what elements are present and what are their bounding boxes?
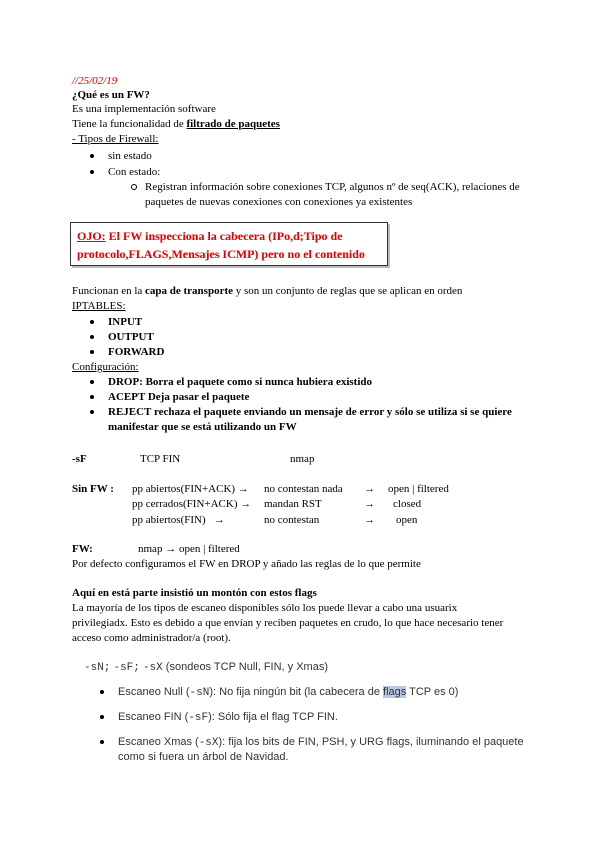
text-implementation: Es una implementación software bbox=[72, 103, 216, 115]
list-item-config: DROP: Borra el paquete como si nunca hubiera existido bbox=[108, 376, 372, 388]
scan-code: -sN; bbox=[84, 662, 111, 674]
scan-item-pre: Escaneo FIN ( bbox=[118, 711, 189, 723]
text-functionality bbox=[72, 117, 280, 131]
sf-flag: -sF bbox=[72, 453, 87, 465]
sin-fw-cell: open | filtered bbox=[388, 483, 449, 495]
sf-proto: TCP FIN bbox=[140, 453, 181, 465]
list-item-iptables: OUTPUT bbox=[108, 331, 154, 343]
sin-fw-cell: no contestan bbox=[264, 514, 320, 526]
sin-fw-cell: pp abiertos(FIN) → bbox=[132, 514, 225, 526]
text-mayoria: privilegiadx. Esto es debido a que envían y reciben paquetes en crudo, lo que hace necesario tener bbox=[72, 617, 504, 629]
sublist-item-detail-cont: paquetes de nuevas conexiones con conexiones ya existentes bbox=[145, 196, 413, 208]
scan-code: -sF; bbox=[113, 662, 140, 674]
scan-item-mid: ): fija los bits de FIN, PSH, y URG flags, iluminando el paquete bbox=[218, 736, 524, 748]
ojo-line-2: protocolo,FLAGS,Mensajes ICMP) pero no el contenido bbox=[77, 247, 365, 261]
sf-tool: nmap bbox=[290, 453, 315, 465]
list-item-tipo: Con estado: bbox=[108, 166, 161, 178]
sin-fw-arrow: → bbox=[364, 514, 375, 526]
scan-item bbox=[118, 735, 524, 750]
list-item-iptables: FORWARD bbox=[108, 346, 165, 358]
sin-fw-cell: no contestan nada bbox=[264, 483, 343, 495]
scan-item-highlight: flags bbox=[383, 686, 407, 698]
scan-item-pre: Escaneo Xmas ( bbox=[118, 736, 199, 748]
date-heading: //25/02/19 bbox=[72, 75, 118, 87]
fw-label: FW: bbox=[72, 543, 93, 555]
text-mayoria: acceso como administrador/a (root). bbox=[72, 632, 231, 644]
list-item-tipo: sin estado bbox=[108, 150, 152, 162]
sin-fw-label: Sin FW : bbox=[72, 483, 114, 495]
sin-fw-cell: mandan RST bbox=[264, 498, 322, 510]
ojo-callout-box bbox=[70, 222, 388, 266]
list-item-iptables: INPUT bbox=[108, 316, 143, 328]
text-mayoria: La mayoría de los tipos de escaneo disponibles sólo los puede llevar a cabo una usuarix bbox=[72, 602, 458, 614]
text-functionality-prefix: Tiene la funcionalidad de bbox=[72, 118, 187, 130]
text-capa bbox=[72, 284, 462, 298]
sin-fw-arrow: → bbox=[364, 498, 375, 510]
scan-header bbox=[84, 660, 328, 675]
list-item-config-cont: manifestar que se está utilizando un FW bbox=[108, 421, 297, 433]
scan-item-post: TCP es 0) bbox=[406, 686, 459, 698]
sin-fw-cell: closed bbox=[393, 498, 422, 510]
question-title: ¿Qué es un FW? bbox=[72, 89, 150, 101]
tipos-label: - Tipos de Firewall: bbox=[72, 133, 159, 145]
text-functionality-bold: filtrado de paquetes bbox=[186, 118, 280, 130]
sin-fw-arrow: → bbox=[364, 483, 375, 495]
sin-fw-cell: pp cerrados(FIN+ACK) → bbox=[132, 498, 252, 510]
sin-fw-cell: open bbox=[396, 514, 418, 526]
scan-item-mid: ): No fija ningún bit (la cabecera de bbox=[209, 686, 384, 698]
scan-item bbox=[118, 710, 338, 725]
scan-item-cont: como si fuera un árbol de Navidad. bbox=[118, 751, 289, 763]
ojo-callout-text bbox=[77, 227, 387, 263]
scan-item bbox=[118, 685, 458, 700]
scan-code: -sN bbox=[189, 687, 210, 699]
ojo-label: OJO: bbox=[77, 229, 106, 243]
scan-code: -sX bbox=[198, 737, 219, 749]
scan-header-rest: (sondeos TCP Null, FIN, y Xmas) bbox=[162, 661, 329, 673]
list-item-config: REJECT rechaza el paquete enviando un mensaje de error y sólo se utiliza si se quiere bbox=[108, 406, 512, 418]
config-label: Configuración: bbox=[72, 361, 139, 373]
capa-prefix: Funcionan en la bbox=[72, 285, 146, 297]
sublist-item-detail: Registran información sobre conexiones TCP, algunos nº de seq(ACK), relaciones de bbox=[145, 181, 520, 193]
sin-fw-cell: pp abiertos(FIN+ACK) → bbox=[132, 483, 249, 495]
fw-text: nmap → open | filtered bbox=[138, 543, 240, 555]
capa-bold: capa de transporte bbox=[145, 285, 234, 297]
capa-suffix: y son un conjunto de reglas que se aplican en orden bbox=[233, 285, 463, 297]
ojo-line-1: El FW inspecciona la cabecera (IPo,d;Tipo de bbox=[105, 229, 343, 243]
list-item-config: ACEPT Deja pasar el paquete bbox=[108, 391, 250, 403]
text-defecto: Por defecto configuramos el FW en DROP y añado las reglas de lo que permite bbox=[72, 558, 421, 570]
insistio-heading: Aquí en está parte insistió un montón con estos flags bbox=[72, 587, 317, 599]
iptables-label: IPTABLES: bbox=[72, 300, 126, 312]
scan-item-pre: Escaneo Null ( bbox=[118, 686, 190, 698]
scan-code: -sF bbox=[188, 712, 209, 724]
scan-code: -sX bbox=[142, 662, 163, 674]
scan-item-mid: ): Sólo fija el flag TCP FIN. bbox=[208, 711, 338, 723]
